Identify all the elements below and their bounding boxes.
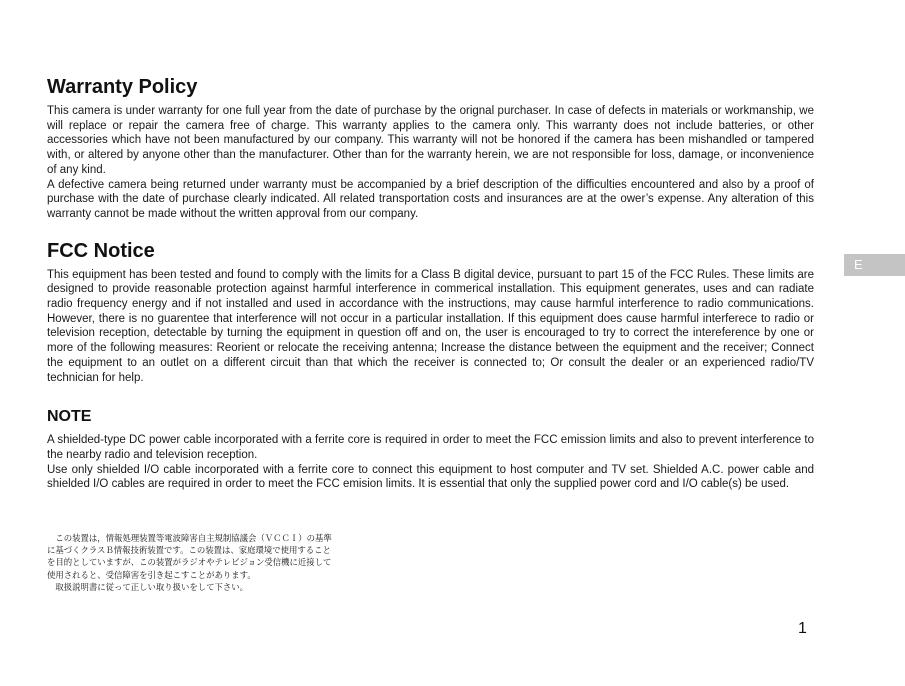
warranty-paragraph-1: This camera is under warranty for one full year from the date of purchase by the orignal purchaser. In case of defects in materials or workmanship, we will replace or repair the camera free of charge. This warranty applies to the camera only. This warranty does not include batteries, or other accessories which have not been manufactured by our company. This warranty will not be honored if the camera has been mishandled or tampered with, or altered by anyone other than the manufacturer. Other than for the warranty herein, we are not responsible for loss, damage, or inconvenience of any kind. (47, 105, 814, 176)
vcci-notice (47, 532, 362, 593)
note-paragraph-2: Use only shielded I/O cable incorporated with a ferrite core to connect this equipment to host computer and TV set. Shielded A.C. power cable and shielded I/O cables are required in order to meet the FCC emision limits. It is essential that only the supplied power cord and I/O cable(s) be used. (47, 463, 814, 491)
vcci-line: に基づくクラスＢ情報技術装置です。この装置は、家庭環境で使用すること (47, 545, 331, 556)
warranty-title: Warranty Policy (47, 76, 198, 98)
note-section (47, 407, 814, 492)
fcc-section (47, 238, 814, 386)
warranty-section (47, 74, 814, 222)
language-tab: E (844, 254, 905, 276)
fcc-paragraph-1: This equipment has been tested and found to comply with the limits for a Class B digital device, pursuant to part 15 of the FCC Rules. These limits are designed to provide reasonable protection against harmful interference in commerical installation. This equipment generates, uses and can radiate radio frequency energy and if not installed and used in accordance with the instructions, may cause harmful interference to radio communications. However, there is no guarentee that interference will not occur in a particular installation. If this equipment does cause harmful interferece to radio or television reception, detectable by turning the equipment in question off and on, the user is encouraged to try to correct the intereference by one or more of the following measures: Reorient or relocate the receiving antenna; Increase the distance between the equipment and the receiver; Connect the equipment to an outlet on a different circuit than that which the receiver is connected to; Or consult the dealer or an experienced radio/TV technician for help. (47, 268, 814, 384)
vcci-line: を目的としていますが、この装置がラジオやテレビジョン受信機に近接して (47, 557, 332, 568)
note-title: NOTE (47, 408, 92, 426)
page-number: 1 (798, 620, 807, 637)
note-paragraph-1: A shielded-type DC power cable incorporated with a ferrite core is required in order to meet the FCC emission limits and also to prevent interference to the nearby radio and television reception. (47, 434, 814, 461)
vcci-line: 使用されると、受信障害を引き起こすことがあります。 (47, 569, 256, 580)
vcci-line: この装置は，情報処理装置等電波障害自主規制協議会（ＶＣＣＩ）の基準 (47, 533, 332, 543)
warranty-paragraph-2: A defective camera being returned under warranty must be accompanied by a brief description of the difficulties encountered and also by a proof of purchase with the date of purchase clearly indicated. All related transportation costs and insurances are at the ower’s expense. Any alteration of this warranty cannot be made without the written approval from our company. (47, 178, 814, 220)
document-body (47, 74, 814, 492)
fcc-title: FCC Notice (47, 239, 155, 262)
vcci-line: 取扱説明書に従って正しい取り扱いをして下さい。 (47, 581, 248, 592)
